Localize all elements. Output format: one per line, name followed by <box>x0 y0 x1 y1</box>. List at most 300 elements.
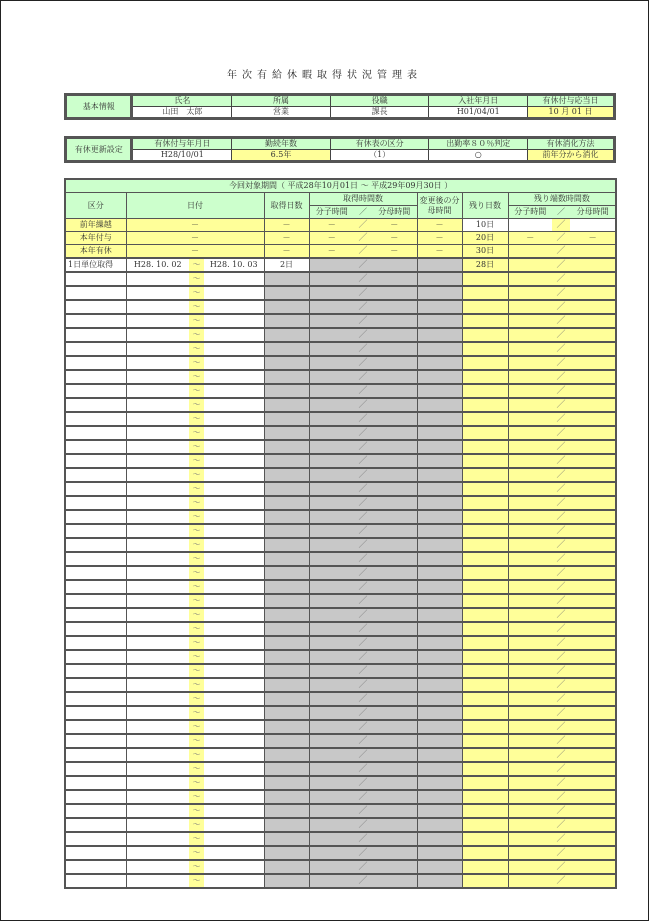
row-category[interactable] <box>65 720 126 734</box>
row-numerator-hours[interactable] <box>309 496 354 510</box>
row-date-to[interactable] <box>204 790 264 804</box>
row-denominator-hours[interactable] <box>372 384 417 398</box>
row-date-to[interactable] <box>204 594 264 608</box>
row-days-taken[interactable] <box>264 384 309 398</box>
row-category[interactable] <box>65 482 126 496</box>
row-denominator-hours[interactable] <box>372 622 417 636</box>
row-changed-denominator[interactable] <box>417 426 462 440</box>
row-date-from[interactable] <box>126 552 189 566</box>
row-date-from[interactable] <box>126 762 189 776</box>
row-numerator-hours[interactable] <box>309 426 354 440</box>
row-changed-denominator[interactable] <box>417 272 462 286</box>
row-date-to[interactable] <box>204 734 264 748</box>
row-date-from[interactable] <box>126 608 189 622</box>
row-numerator-hours[interactable] <box>309 342 354 356</box>
value-name[interactable]: 山田 太郎 <box>132 107 232 119</box>
row-date-from[interactable] <box>126 636 189 650</box>
row-denominator-hours[interactable] <box>372 496 417 510</box>
row-numerator-hours[interactable] <box>309 664 354 678</box>
row-changed-denominator[interactable] <box>417 286 462 300</box>
row-category[interactable] <box>65 790 126 804</box>
row-denominator-hours[interactable] <box>372 454 417 468</box>
row-category[interactable] <box>65 314 126 328</box>
row-category[interactable] <box>65 566 126 580</box>
row-numerator-hours[interactable] <box>309 300 354 314</box>
row-date-from[interactable] <box>126 300 189 314</box>
row-denominator-hours[interactable] <box>372 412 417 426</box>
value-grant-date[interactable]: 10 月 01 日 <box>528 107 615 119</box>
row-denominator-hours[interactable] <box>372 440 417 454</box>
row-date[interactable]: － <box>126 245 264 259</box>
row-numerator-hours[interactable] <box>309 594 354 608</box>
row-days-taken[interactable] <box>264 706 309 720</box>
row-changed-denominator[interactable] <box>417 860 462 874</box>
row-numerator-hours[interactable] <box>309 510 354 524</box>
row-numerator-hours[interactable] <box>309 370 354 384</box>
row-numerator-hours[interactable] <box>309 580 354 594</box>
value-table-category[interactable]: （1） <box>330 150 429 162</box>
row-date-to[interactable] <box>204 328 264 342</box>
row-days-taken[interactable] <box>264 580 309 594</box>
row-date-from[interactable] <box>126 328 189 342</box>
row-category[interactable] <box>65 594 126 608</box>
row-date-from[interactable] <box>126 860 189 874</box>
row-days-taken[interactable] <box>264 748 309 762</box>
row-denominator-hours[interactable] <box>372 846 417 860</box>
row-date-from[interactable] <box>126 272 189 286</box>
row-changed-denominator[interactable] <box>417 720 462 734</box>
row-denominator-hours[interactable] <box>372 566 417 580</box>
value-attendance-check[interactable]: ○ <box>429 150 528 162</box>
row-category[interactable] <box>65 860 126 874</box>
row-category[interactable] <box>65 440 126 454</box>
row-numerator-hours[interactable] <box>309 650 354 664</box>
row-days-taken[interactable] <box>264 720 309 734</box>
row-days-taken[interactable] <box>264 286 309 300</box>
row-date-from[interactable] <box>126 720 189 734</box>
row-days-taken[interactable]: － <box>264 245 309 259</box>
row-numerator-hours[interactable] <box>309 776 354 790</box>
row-numerator-hours[interactable] <box>309 440 354 454</box>
row-category[interactable] <box>65 636 126 650</box>
row-date-from[interactable] <box>126 790 189 804</box>
row-days-taken[interactable] <box>264 440 309 454</box>
row-denominator-hours[interactable] <box>372 468 417 482</box>
row-date-to[interactable] <box>204 496 264 510</box>
row-numerator-hours[interactable] <box>309 552 354 566</box>
row-denominator-hours[interactable] <box>372 636 417 650</box>
row-days-taken[interactable] <box>264 370 309 384</box>
row-date-to[interactable] <box>204 370 264 384</box>
row-date-from[interactable] <box>126 874 189 888</box>
row-date-from[interactable] <box>126 440 189 454</box>
row-date-to[interactable] <box>204 706 264 720</box>
row-changed-denominator[interactable] <box>417 748 462 762</box>
row-date-to[interactable] <box>204 566 264 580</box>
row-denominator-hours[interactable] <box>372 818 417 832</box>
row-category[interactable] <box>65 734 126 748</box>
row-remaining-days[interactable]: 10日 <box>462 219 508 232</box>
row-date-to[interactable] <box>204 384 264 398</box>
row-category[interactable] <box>65 664 126 678</box>
row-date-to[interactable]: H28. 10. 03 <box>204 258 264 272</box>
row-denominator-hours[interactable] <box>372 860 417 874</box>
row-changed-denominator[interactable] <box>417 524 462 538</box>
row-numerator-hours[interactable] <box>309 636 354 650</box>
row-numerator-hours[interactable] <box>309 720 354 734</box>
row-days-taken[interactable] <box>264 874 309 888</box>
row-date-from[interactable] <box>126 496 189 510</box>
row-date-from[interactable] <box>126 818 189 832</box>
row-date-from[interactable] <box>126 776 189 790</box>
row-changed-denominator[interactable] <box>417 874 462 888</box>
row-category[interactable] <box>65 286 126 300</box>
row-denominator-hours[interactable] <box>372 678 417 692</box>
row-date-to[interactable] <box>204 664 264 678</box>
row-days-taken[interactable] <box>264 412 309 426</box>
row-numerator-hours[interactable] <box>309 482 354 496</box>
row-numerator-hours[interactable] <box>309 328 354 342</box>
row-changed-denominator[interactable] <box>417 706 462 720</box>
row-date-to[interactable] <box>204 510 264 524</box>
row-days-taken[interactable] <box>264 692 309 706</box>
row-date-to[interactable] <box>204 874 264 888</box>
row-days-taken[interactable] <box>264 524 309 538</box>
row-date-from[interactable] <box>126 594 189 608</box>
row-date-to[interactable] <box>204 622 264 636</box>
row-date-to[interactable] <box>204 356 264 370</box>
row-category[interactable] <box>65 818 126 832</box>
row-date-to[interactable] <box>204 762 264 776</box>
row-changed-denominator[interactable] <box>417 622 462 636</box>
row-days-taken[interactable] <box>264 426 309 440</box>
row-denominator-hours[interactable]: － <box>372 219 417 232</box>
row-date-to[interactable] <box>204 468 264 482</box>
row-changed-denominator[interactable] <box>417 580 462 594</box>
row-denominator-hours[interactable] <box>372 720 417 734</box>
row-changed-denominator[interactable] <box>417 342 462 356</box>
row-category[interactable] <box>65 650 126 664</box>
row-numerator-hours[interactable] <box>309 384 354 398</box>
row-date[interactable]: － <box>126 232 264 245</box>
row-numerator-hours[interactable] <box>309 832 354 846</box>
row-category[interactable] <box>65 412 126 426</box>
row-denominator-hours[interactable] <box>372 398 417 412</box>
row-days-taken[interactable] <box>264 272 309 286</box>
row-date-from[interactable] <box>126 412 189 426</box>
row-denominator-hours[interactable] <box>372 608 417 622</box>
row-date-from[interactable] <box>126 734 189 748</box>
row-date-to[interactable] <box>204 650 264 664</box>
row-denominator-hours[interactable]: － <box>372 245 417 259</box>
row-days-taken[interactable] <box>264 454 309 468</box>
row-category[interactable] <box>65 706 126 720</box>
row-denominator-hours[interactable] <box>372 482 417 496</box>
row-numerator-hours[interactable] <box>309 454 354 468</box>
row-denominator-hours[interactable] <box>372 832 417 846</box>
row-numerator-hours[interactable] <box>309 734 354 748</box>
row-changed-denominator[interactable]: － <box>417 245 462 259</box>
row-remaining-numerator[interactable] <box>508 245 552 259</box>
row-changed-denominator[interactable] <box>417 608 462 622</box>
row-days-taken[interactable] <box>264 860 309 874</box>
row-numerator-hours[interactable] <box>309 314 354 328</box>
row-changed-denominator[interactable] <box>417 762 462 776</box>
row-date-from[interactable] <box>126 538 189 552</box>
row-numerator-hours[interactable]: － <box>309 232 354 245</box>
row-category[interactable] <box>65 678 126 692</box>
row-changed-denominator[interactable] <box>417 454 462 468</box>
row-days-taken[interactable] <box>264 678 309 692</box>
row-denominator-hours[interactable] <box>372 426 417 440</box>
row-changed-denominator[interactable] <box>417 566 462 580</box>
row-date-to[interactable] <box>204 636 264 650</box>
row-days-taken[interactable] <box>264 804 309 818</box>
value-consumption-method[interactable]: 前年分から消化 <box>528 150 615 162</box>
row-changed-denominator[interactable] <box>417 678 462 692</box>
row-changed-denominator[interactable] <box>417 636 462 650</box>
row-numerator-hours[interactable] <box>309 566 354 580</box>
row-numerator-hours[interactable]: － <box>309 245 354 259</box>
row-days-taken[interactable] <box>264 832 309 846</box>
row-denominator-hours[interactable]: － <box>372 232 417 245</box>
row-changed-denominator[interactable] <box>417 356 462 370</box>
row-days-taken[interactable] <box>264 664 309 678</box>
row-remaining-numerator[interactable] <box>508 219 552 232</box>
row-category[interactable] <box>65 622 126 636</box>
row-date-to[interactable] <box>204 412 264 426</box>
row-date-from[interactable] <box>126 482 189 496</box>
row-days-taken[interactable] <box>264 328 309 342</box>
row-date-from[interactable] <box>126 524 189 538</box>
row-date-from[interactable] <box>126 398 189 412</box>
row-days-taken[interactable] <box>264 342 309 356</box>
row-date-from[interactable] <box>126 678 189 692</box>
row-days-taken[interactable] <box>264 650 309 664</box>
row-date-to[interactable] <box>204 580 264 594</box>
row-remaining-denominator[interactable]: － <box>570 232 616 245</box>
row-days-taken[interactable] <box>264 356 309 370</box>
row-denominator-hours[interactable] <box>372 790 417 804</box>
row-date-from[interactable] <box>126 370 189 384</box>
row-date-to[interactable] <box>204 454 264 468</box>
row-days-taken[interactable] <box>264 608 309 622</box>
row-denominator-hours[interactable] <box>372 874 417 888</box>
row-denominator-hours[interactable] <box>372 692 417 706</box>
row-days-taken[interactable] <box>264 482 309 496</box>
row-category[interactable] <box>65 580 126 594</box>
row-denominator-hours[interactable] <box>372 804 417 818</box>
row-changed-denominator[interactable] <box>417 314 462 328</box>
row-date-to[interactable] <box>204 272 264 286</box>
row-days-taken[interactable]: － <box>264 219 309 232</box>
row-changed-denominator[interactable] <box>417 300 462 314</box>
row-days-taken[interactable] <box>264 496 309 510</box>
row-numerator-hours[interactable] <box>309 762 354 776</box>
row-numerator-hours[interactable] <box>309 412 354 426</box>
row-denominator-hours[interactable] <box>372 300 417 314</box>
row-days-taken[interactable] <box>264 398 309 412</box>
row-date-from[interactable] <box>126 804 189 818</box>
row-denominator-hours[interactable] <box>372 776 417 790</box>
row-numerator-hours[interactable]: － <box>309 219 354 232</box>
row-category[interactable] <box>65 510 126 524</box>
row-numerator-hours[interactable] <box>309 790 354 804</box>
row-date-from[interactable] <box>126 454 189 468</box>
row-days-taken[interactable] <box>264 566 309 580</box>
row-numerator-hours[interactable] <box>309 818 354 832</box>
row-changed-denominator[interactable] <box>417 818 462 832</box>
row-date-from[interactable] <box>126 692 189 706</box>
row-date-from[interactable] <box>126 468 189 482</box>
row-denominator-hours[interactable] <box>372 580 417 594</box>
row-category[interactable] <box>65 300 126 314</box>
row-category[interactable] <box>65 874 126 888</box>
row-category[interactable] <box>65 328 126 342</box>
row-days-taken[interactable] <box>264 734 309 748</box>
row-date-to[interactable] <box>204 524 264 538</box>
row-denominator-hours[interactable] <box>372 706 417 720</box>
row-denominator-hours[interactable] <box>372 650 417 664</box>
row-date-from[interactable] <box>126 832 189 846</box>
row-denominator-hours[interactable] <box>372 510 417 524</box>
row-days-taken[interactable] <box>264 762 309 776</box>
row-changed-denominator[interactable] <box>417 832 462 846</box>
row-changed-denominator[interactable] <box>417 790 462 804</box>
row-date-from[interactable] <box>126 342 189 356</box>
row-date-to[interactable] <box>204 342 264 356</box>
row-date-to[interactable] <box>204 804 264 818</box>
row-category[interactable] <box>65 370 126 384</box>
row-date-to[interactable] <box>204 692 264 706</box>
row-category[interactable] <box>65 496 126 510</box>
row-category[interactable] <box>65 832 126 846</box>
row-category[interactable] <box>65 608 126 622</box>
row-numerator-hours[interactable] <box>309 608 354 622</box>
row-denominator-hours[interactable] <box>372 552 417 566</box>
row-date-to[interactable] <box>204 832 264 846</box>
row-denominator-hours[interactable] <box>372 356 417 370</box>
row-denominator-hours[interactable] <box>372 328 417 342</box>
row-changed-denominator[interactable]: － <box>417 232 462 245</box>
row-numerator-hours[interactable] <box>309 706 354 720</box>
row-numerator-hours[interactable] <box>309 748 354 762</box>
row-date-to[interactable] <box>204 426 264 440</box>
row-date-to[interactable] <box>204 314 264 328</box>
row-numerator-hours[interactable] <box>309 804 354 818</box>
row-numerator-hours[interactable] <box>309 874 354 888</box>
row-date-from[interactable] <box>126 566 189 580</box>
row-numerator-hours[interactable] <box>309 272 354 286</box>
row-date-to[interactable] <box>204 818 264 832</box>
row-category[interactable] <box>65 538 126 552</box>
row-date-from[interactable] <box>126 580 189 594</box>
row-category[interactable] <box>65 384 126 398</box>
row-date-from[interactable] <box>126 314 189 328</box>
row-date-to[interactable] <box>204 300 264 314</box>
row-date-to[interactable] <box>204 720 264 734</box>
row-days-taken[interactable] <box>264 846 309 860</box>
row-date-to[interactable] <box>204 440 264 454</box>
row-date-from[interactable] <box>126 356 189 370</box>
row-denominator-hours[interactable] <box>372 734 417 748</box>
row-category[interactable] <box>65 272 126 286</box>
row-changed-denominator[interactable]: － <box>417 219 462 232</box>
row-date-to[interactable] <box>204 608 264 622</box>
row-category[interactable] <box>65 692 126 706</box>
row-denominator-hours[interactable] <box>372 258 417 272</box>
row-days-taken[interactable] <box>264 636 309 650</box>
row-denominator-hours[interactable] <box>372 342 417 356</box>
row-denominator-hours[interactable] <box>372 664 417 678</box>
row-changed-denominator[interactable] <box>417 398 462 412</box>
row-changed-denominator[interactable] <box>417 370 462 384</box>
row-date-from[interactable] <box>126 748 189 762</box>
row-days-taken[interactable]: 2日 <box>264 258 309 272</box>
row-numerator-hours[interactable] <box>309 846 354 860</box>
row-category[interactable] <box>65 804 126 818</box>
row-date-from[interactable]: H28. 10. 02 <box>126 258 189 272</box>
row-date-to[interactable] <box>204 538 264 552</box>
row-days-taken[interactable] <box>264 314 309 328</box>
row-date-to[interactable] <box>204 678 264 692</box>
row-days-taken[interactable] <box>264 622 309 636</box>
row-denominator-hours[interactable] <box>372 762 417 776</box>
row-changed-denominator[interactable] <box>417 552 462 566</box>
row-category[interactable] <box>65 356 126 370</box>
row-date-to[interactable] <box>204 846 264 860</box>
row-date-to[interactable] <box>204 776 264 790</box>
row-date-from[interactable] <box>126 384 189 398</box>
row-numerator-hours[interactable] <box>309 356 354 370</box>
row-changed-denominator[interactable] <box>417 846 462 860</box>
row-numerator-hours[interactable] <box>309 258 354 272</box>
row-changed-denominator[interactable] <box>417 440 462 454</box>
row-date-from[interactable] <box>126 426 189 440</box>
row-numerator-hours[interactable] <box>309 622 354 636</box>
row-changed-denominator[interactable] <box>417 664 462 678</box>
row-changed-denominator[interactable] <box>417 258 462 272</box>
row-denominator-hours[interactable] <box>372 314 417 328</box>
row-changed-denominator[interactable] <box>417 538 462 552</box>
row-remaining-days[interactable]: 30日 <box>462 245 508 259</box>
row-days-taken[interactable]: － <box>264 232 309 245</box>
row-days-taken[interactable] <box>264 790 309 804</box>
row-changed-denominator[interactable] <box>417 510 462 524</box>
row-category[interactable] <box>65 552 126 566</box>
row-date-from[interactable] <box>126 706 189 720</box>
row-denominator-hours[interactable] <box>372 594 417 608</box>
row-changed-denominator[interactable] <box>417 384 462 398</box>
row-date-to[interactable] <box>204 552 264 566</box>
row-changed-denominator[interactable] <box>417 412 462 426</box>
row-days-taken[interactable] <box>264 552 309 566</box>
row-numerator-hours[interactable] <box>309 860 354 874</box>
value-position[interactable]: 課長 <box>330 107 429 119</box>
row-changed-denominator[interactable] <box>417 328 462 342</box>
row-date-from[interactable] <box>126 846 189 860</box>
row-numerator-hours[interactable] <box>309 468 354 482</box>
row-days-taken[interactable] <box>264 300 309 314</box>
value-service-years[interactable]: 6.5年 <box>232 150 331 162</box>
row-remaining-numerator[interactable]: － <box>508 232 552 245</box>
row-numerator-hours[interactable] <box>309 524 354 538</box>
row-category[interactable] <box>65 846 126 860</box>
row-numerator-hours[interactable] <box>309 286 354 300</box>
row-denominator-hours[interactable] <box>372 272 417 286</box>
row-changed-denominator[interactable] <box>417 734 462 748</box>
value-hire-date[interactable]: H01/04/01 <box>429 107 528 119</box>
